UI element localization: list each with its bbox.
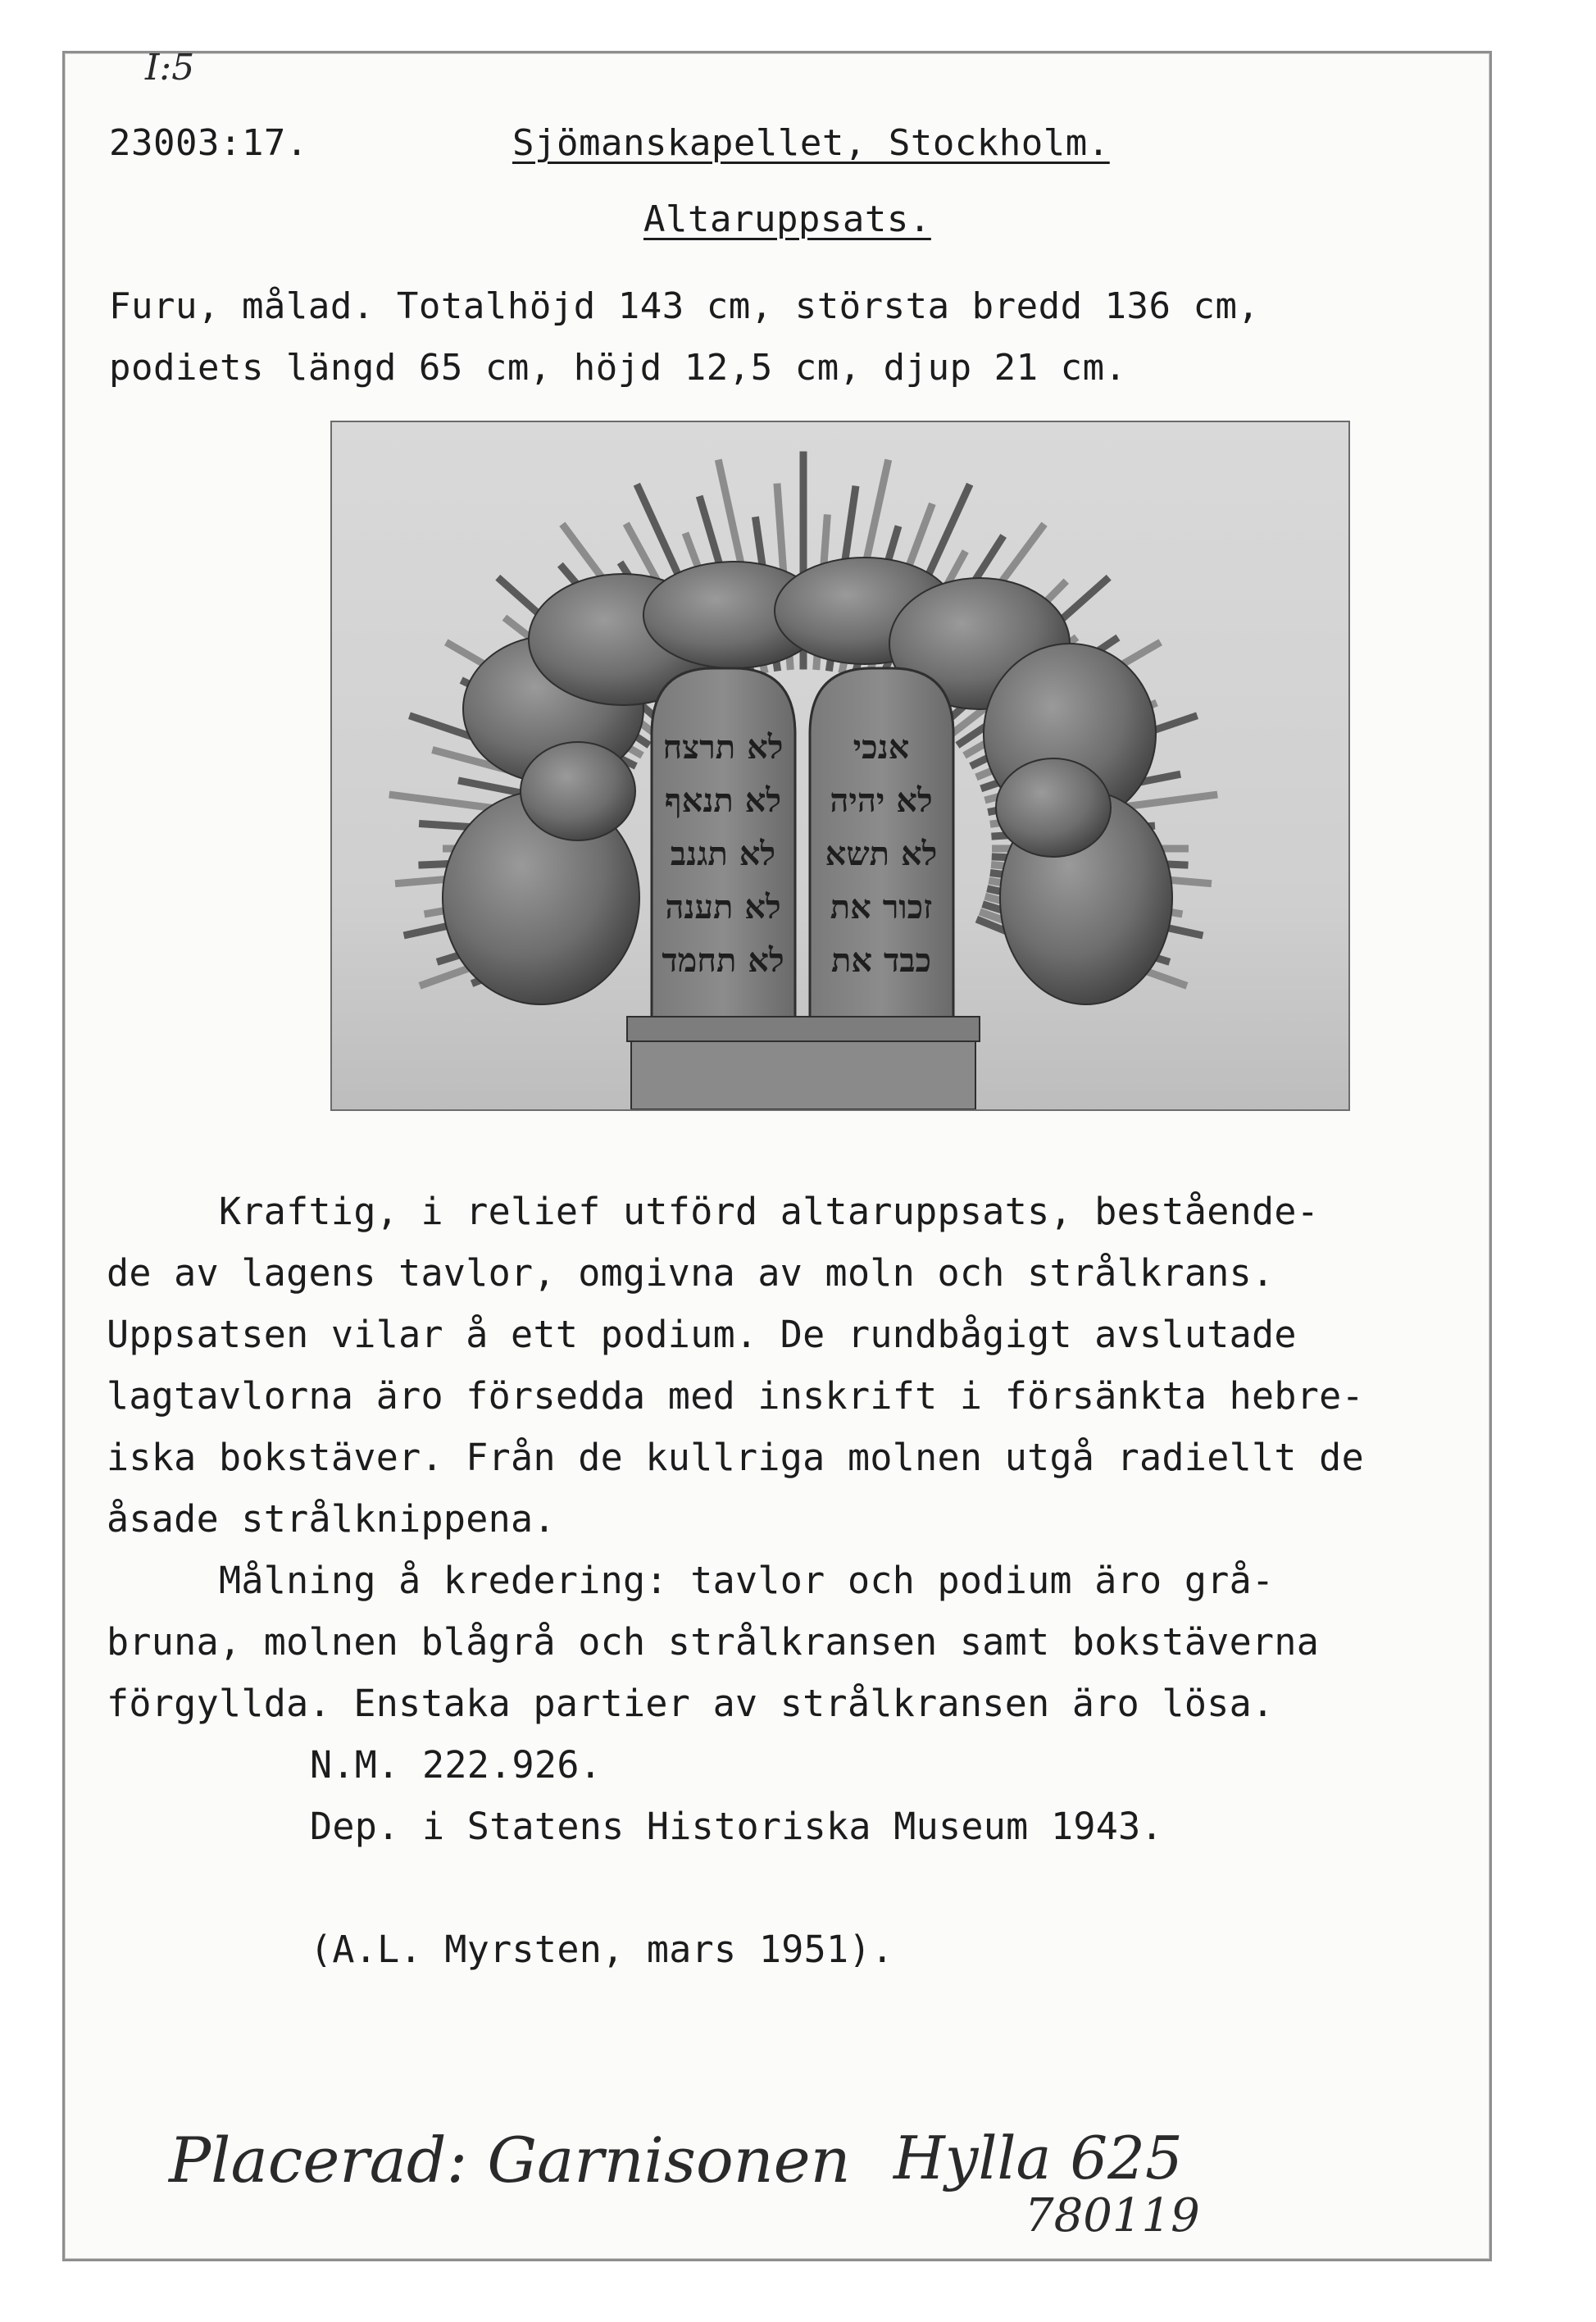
description-line: Uppsatsen vilar å ett podium. De rundbågigt avslutade bbox=[107, 1313, 1297, 1356]
inscription-line: לא תנאף bbox=[664, 781, 782, 820]
archive-mark: I:5 bbox=[145, 47, 195, 89]
inscription-line: לא יהיה bbox=[830, 781, 933, 820]
author-note: (A.L. Myrsten, mars 1951). bbox=[310, 1928, 894, 1971]
description-line: bruna, molnen blågrå och strålkransen samt bokstäverna bbox=[107, 1620, 1320, 1664]
catalog-number: 23003:17. bbox=[109, 122, 308, 164]
description-line: de av lagens tavlor, omgivna av moln och strålkrans. bbox=[107, 1251, 1275, 1295]
handwritten-placement: Placerad: Garnisonen bbox=[169, 2124, 851, 2197]
podium bbox=[627, 1017, 980, 1109]
inscription-line: זכור את bbox=[830, 888, 933, 927]
inscription-line: אנכי bbox=[853, 728, 910, 767]
object-title: Altaruppsats. bbox=[643, 198, 931, 240]
inscription-line: לא תשא bbox=[825, 835, 938, 873]
description-line: iska bokstäver. Från de kullriga molnen utgå radiellt de bbox=[107, 1436, 1364, 1479]
description-line: lagtavlorna äro försedda med inskrift i försänkta hebre- bbox=[107, 1374, 1364, 1418]
deposit-note: Dep. i Statens Historiska Museum 1943. bbox=[310, 1805, 1163, 1848]
altarpiece-illustration bbox=[332, 422, 1348, 1109]
inscription-line: לא תגנב bbox=[670, 835, 776, 873]
description-line: åsade strålknippena. bbox=[107, 1497, 556, 1541]
description-line: Kraftig, i relief utförd altaruppsats, bestående- bbox=[107, 1190, 1320, 1233]
inscription-line: לא תענה bbox=[665, 888, 781, 927]
altarpiece-photo bbox=[330, 421, 1350, 1111]
description-line: förgyllda. Enstaka partier av strålkransen äro lösa. bbox=[107, 1682, 1275, 1725]
location-heading: Sjömanskapellet, Stockholm. bbox=[512, 122, 1110, 164]
inscription-line: לא תרצח bbox=[662, 728, 784, 767]
inscription-line: לא תחמד bbox=[662, 941, 784, 980]
handwritten-location: Hylla 625 bbox=[893, 2124, 1183, 2192]
description-line: Målning å kredering: tavlor och podium äro grå- bbox=[107, 1559, 1275, 1602]
inventory-number: N.M. 222.926. bbox=[310, 1743, 602, 1787]
clouds bbox=[443, 558, 1172, 1004]
dimensions-line-1: Furu, målad. Totalhöjd 143 cm, största bredd 136 cm, bbox=[109, 285, 1260, 327]
handwritten-date: 780119 bbox=[1025, 2189, 1200, 2242]
tablet-left-inscription bbox=[662, 728, 784, 980]
inscription-line: כבד את bbox=[830, 941, 932, 980]
dimensions-line-2: podiets längd 65 cm, höjd 12,5 cm, djup 21 cm. bbox=[109, 347, 1127, 389]
